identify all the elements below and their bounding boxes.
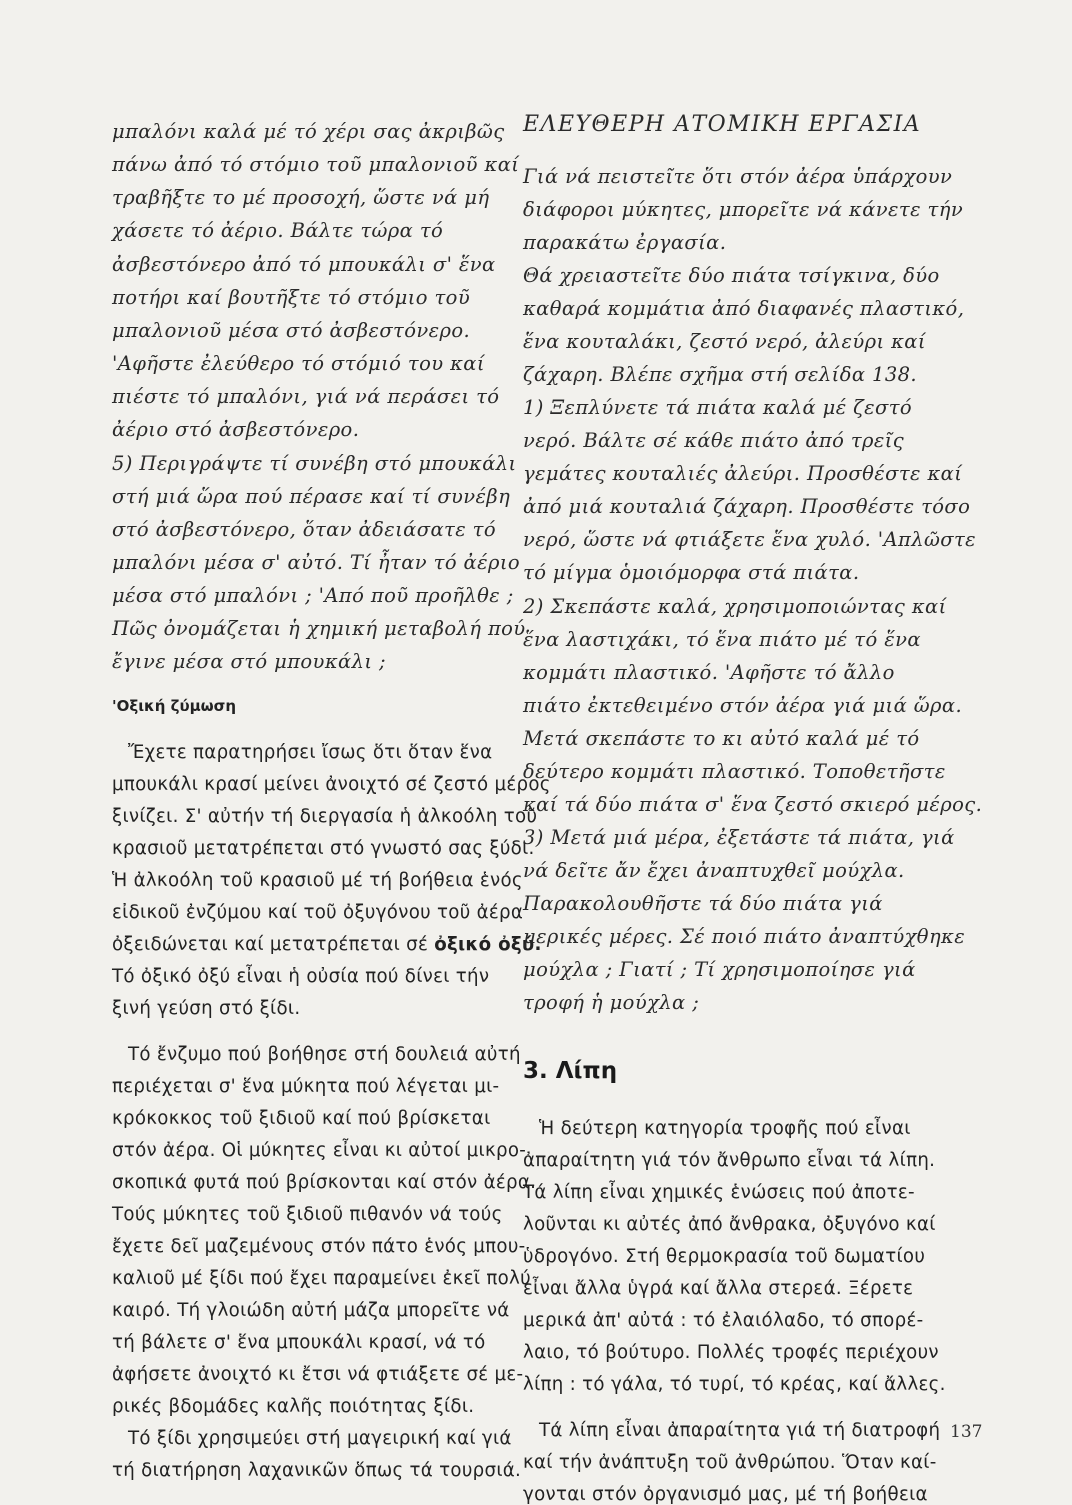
text-line: Ἡ δεύτερη κατηγορία τροφῆς πού εἶναι <box>539 1118 911 1139</box>
text-line: Τά λίπη εἶναι χημικές ἑνώσεις πού ἀποτε- <box>523 1182 915 1203</box>
text-line: τροφή ἡ μούχλα ; <box>523 991 700 1014</box>
text-line: στόν ἀέρα. Οἱ μύκητες εἶναι κι αὐτοί μικρο- <box>112 1140 527 1161</box>
text-line: εἶναι ἄλλα ὑγρά καί ἄλλα στερεά. Ξέρετε <box>523 1278 914 1299</box>
text-line: 'Αφῆστε ἐλεύθερο τό στόμιό του καί <box>112 352 485 375</box>
text-line: ἀπαραίτητη γιά τόν ἄνθρωπο εἶναι τά λίπη. <box>523 1150 936 1171</box>
text-line: Ἔχετε παρατηρήσει ἴσως ὅτι ὅταν ἕνα <box>128 742 493 763</box>
text-line: τό μίγμα ὁμοιόμορφα στά πιάτα. <box>523 561 860 584</box>
text-line: Γιά νά πειστεῖτε ὅτι στόν ἀέρα ὑπάρχουν <box>523 165 953 188</box>
text-line: Παρακολουθῆστε τά δύο πιάτα γιά <box>523 892 883 915</box>
section-heading-free-work: ΕΛΕΥΘΕΡΗ ΑΤΟΜΙΚΗ ΕΡΓΑΣΙΑ <box>523 112 922 137</box>
text-line: 1) Ξεπλύνετε τά πιάτα καλά μέ ζεστό <box>523 396 913 419</box>
text-line: νά δεῖτε ἄν ἔχει ἀναπτυχθεῖ μούχλα. <box>523 859 905 882</box>
text-line: καί τήν ἀνάπτυξη τοῦ ἀνθρώπου. Ὅταν καί- <box>523 1452 937 1473</box>
text-line: Πῶς ὀνομάζεται ἡ χημική μεταβολή πού <box>112 617 526 640</box>
text-line: μερικά ἀπ' αὐτά : τό ἐλαιόλαδο, τό σπορέ- <box>523 1310 924 1331</box>
text-line: νερό, ὥστε νά φτιάξετε ἕνα χυλό. 'Απλῶστε <box>523 528 977 551</box>
text-line: ἔχετε δεῖ μαζεμένους στόν πάτο ἑνός μπου- <box>112 1236 526 1257</box>
text-line: τή διατήρηση λαχανικῶν ὅπως τά τουρσιά. <box>112 1460 522 1481</box>
text-line: παρακάτω ἐργασία. <box>523 231 727 254</box>
text-line: 3) Μετά μιά μέρα, ἐξετάστε τά πιάτα, γιά <box>523 826 955 849</box>
text-line: κρασιοῦ μετατρέπεται στό γνωστό σας ξύδι. <box>112 838 535 859</box>
text-line: ἕνα λαστιχάκι, τό ἕνα πιάτο μέ τό ἕνα <box>523 628 921 651</box>
text-line: σκοπικά φυτά πού βρίσκονται καί στόν ἀέρα. <box>112 1172 537 1193</box>
text-line: μπαλόνι μέσα σ' αὐτό. Τί ἦταν τό ἀέριο <box>112 551 521 574</box>
text-line: Τούς μύκητες τοῦ ξιδιοῦ πιθανόν νά τούς <box>112 1204 503 1225</box>
text-line: καθαρά κομμάτια ἀπό διαφανές πλαστικό, <box>523 297 965 320</box>
text-line: ξινή γεύση στό ξίδι. <box>112 998 301 1019</box>
text-line: μούχλα ; Γιατί ; Τί χρησιμοποίησε γιά <box>523 958 916 981</box>
text-line: καλιοῦ μέ ξίδι πού ἔχει παραμείνει ἐκεῖ πολύ <box>112 1268 531 1289</box>
text-line: διάφοροι μύκητες, μπορεῖτε νά κάνετε τήν <box>523 198 964 221</box>
text-line: ρικές βδομάδες καλῆς ποιότητας ξίδι. <box>112 1396 475 1417</box>
text-line: μέσα στό μπαλόνι ; 'Από ποῦ προῆλθε ; <box>112 584 514 607</box>
text-line: λοῦνται κι αὐτές ἀπό ἄνθρακα, ὀξυγόνο καί <box>523 1214 936 1235</box>
text-line: ἀέριο στό ἀσβεστόνερο. <box>112 418 360 441</box>
text-line: μπουκάλι κρασί μείνει ἀνοιχτό σέ ζεστό μέρος <box>112 774 551 795</box>
text-line: Τά λίπη εἶναι ἀπαραίτητα γιά τή διατροφή <box>539 1420 941 1441</box>
text-line: Τό ἔνζυμο πού βοήθησε στή δουλειά αὐτή <box>128 1044 521 1065</box>
text-line: ποτήρι καί βουτῆξτε τό στόμιο τοῦ <box>112 286 471 309</box>
text-line: νερό. Βάλτε σέ κάθε πιάτο ἀπό τρεῖς <box>523 429 905 452</box>
text-line: κομμάτι πλαστικό. 'Αφῆστε τό ἄλλο <box>523 661 895 684</box>
text-line: πιάτο ἐκτεθειμένο στόν ἀέρα γιά μιά ὥρα. <box>523 694 963 717</box>
text-line: Τό ὀξικό ὀξύ εἶναι ἡ οὐσία πού δίνει τήν <box>112 966 490 987</box>
text-line: πιέστε τό μπαλόνι, γιά νά περάσει τό <box>112 385 500 408</box>
text-line: δεύτερο κομμάτι πλαστικό. Τοποθετῆστε <box>523 760 946 783</box>
text-line: Τό ξίδι χρησιμεύει στή μαγειρική καί γιά <box>128 1428 512 1449</box>
text-line: ἔγινε μέσα στό μπουκάλι ; <box>112 650 386 673</box>
section-heading-fats: 3. Λίπη <box>523 1058 618 1084</box>
page-number: 137 <box>950 1422 983 1442</box>
text-line: ἀπό μιά κουταλιά ζάχαρη. Προσθέστε τόσο <box>523 495 971 518</box>
text-line: εἰδικοῦ ἐνζύμου καί τοῦ ὀξυγόνου τοῦ ἀέρα <box>112 902 524 923</box>
text-line: γονται στόν ὀργανισμό μας, μέ τή βοήθεια <box>523 1484 928 1505</box>
text-line: χάσετε τό ἀέριο. Βάλτε τώρα τό <box>112 219 444 242</box>
text-line: κρόκοκκος τοῦ ξιδιοῦ καί πού βρίσκεται <box>112 1108 491 1129</box>
text-line: ἀφήσετε ἀνοιχτό κι ἔτσι νά φτιάξετε σέ με- <box>112 1364 524 1385</box>
text-line: στό ἀσβεστόνερο, ὅταν ἀδειάσατε τό <box>112 518 497 541</box>
bold-term: ὀξικό ὀξύ. <box>434 934 542 955</box>
text-line: καιρό. Τή γλοιώδη αὐτή μάζα μπορεῖτε νά <box>112 1300 510 1321</box>
text-line: ἀσβεστόνερο ἀπό τό μπουκάλι σ' ἕνα <box>112 253 496 276</box>
text-line: Μετά σκεπάστε το κι αὐτό καλά μέ τό <box>523 727 920 750</box>
text-line: ὑδρογόνο. Στή θερμοκρασία τοῦ δωματίου <box>523 1246 926 1267</box>
text-line: πάνω ἀπό τό στόμιο τοῦ μπαλονιοῦ καί <box>112 153 520 176</box>
text-line: Θά χρειαστεῖτε δύο πιάτα τσίγκινα, δύο <box>523 264 940 287</box>
text-run: ὀξειδώνεται καί μετατρέπεται σέ <box>112 934 435 955</box>
text-line: ξινίζει. Σ' αὐτήν τή διεργασία ἡ ἀλκοόλη τοῦ <box>112 806 538 827</box>
text-line: στή μιά ὥρα πού πέρασε καί τί συνέβη <box>112 485 511 508</box>
text-line: 5) Περιγράψτε τί συνέβη στό μπουκάλι <box>112 452 517 475</box>
text-line: τή βάλετε σ' ἕνα μπουκάλι κρασί, νά τό <box>112 1332 486 1353</box>
text-line: Ἡ ἀλκοόλη τοῦ κρασιοῦ μέ τή βοήθεια ἑνός <box>112 870 523 891</box>
text-line: μπαλονιοῦ μέσα στό ἀσβεστόνερο. <box>112 319 471 342</box>
text-line: λαιο, τό βούτυρο. Πολλές τροφές περιέχουν <box>523 1342 939 1363</box>
text-line <box>112 934 542 955</box>
text-line: λίπη : τό γάλα, τό τυρί, τό κρέας, καί ἄλλες. <box>523 1374 946 1395</box>
text-line: γεμάτες κουταλιές ἀλεύρι. Προσθέστε καί <box>523 462 963 485</box>
text-line: 2) Σκεπάστε καλά, χρησιμοποιώντας καί <box>523 595 947 618</box>
text-line: μερικές μέρες. Σέ ποιό πιάτο ἀναπτύχθηκε <box>523 925 966 948</box>
text-line: καί τά δύο πιάτα σ' ἕνα ζεστό σκιερό μέρος. <box>523 793 983 816</box>
subheading: 'Οξική ζύμωση <box>112 697 237 715</box>
text-line: τραβῆξτε το μέ προσοχή, ὥστε νά μή <box>112 186 490 209</box>
text-line: περιέχεται σ' ἕνα μύκητα πού λέγεται μι- <box>112 1076 500 1097</box>
text-line: ζάχαρη. Βλέπε σχῆμα στή σελίδα 138. <box>523 363 918 386</box>
text-line: ἕνα κουταλάκι, ζεστό νερό, ἀλεύρι καί <box>523 330 926 353</box>
text-line: μπαλόνι καλά μέ τό χέρι σας ἀκριβῶς <box>112 120 505 143</box>
